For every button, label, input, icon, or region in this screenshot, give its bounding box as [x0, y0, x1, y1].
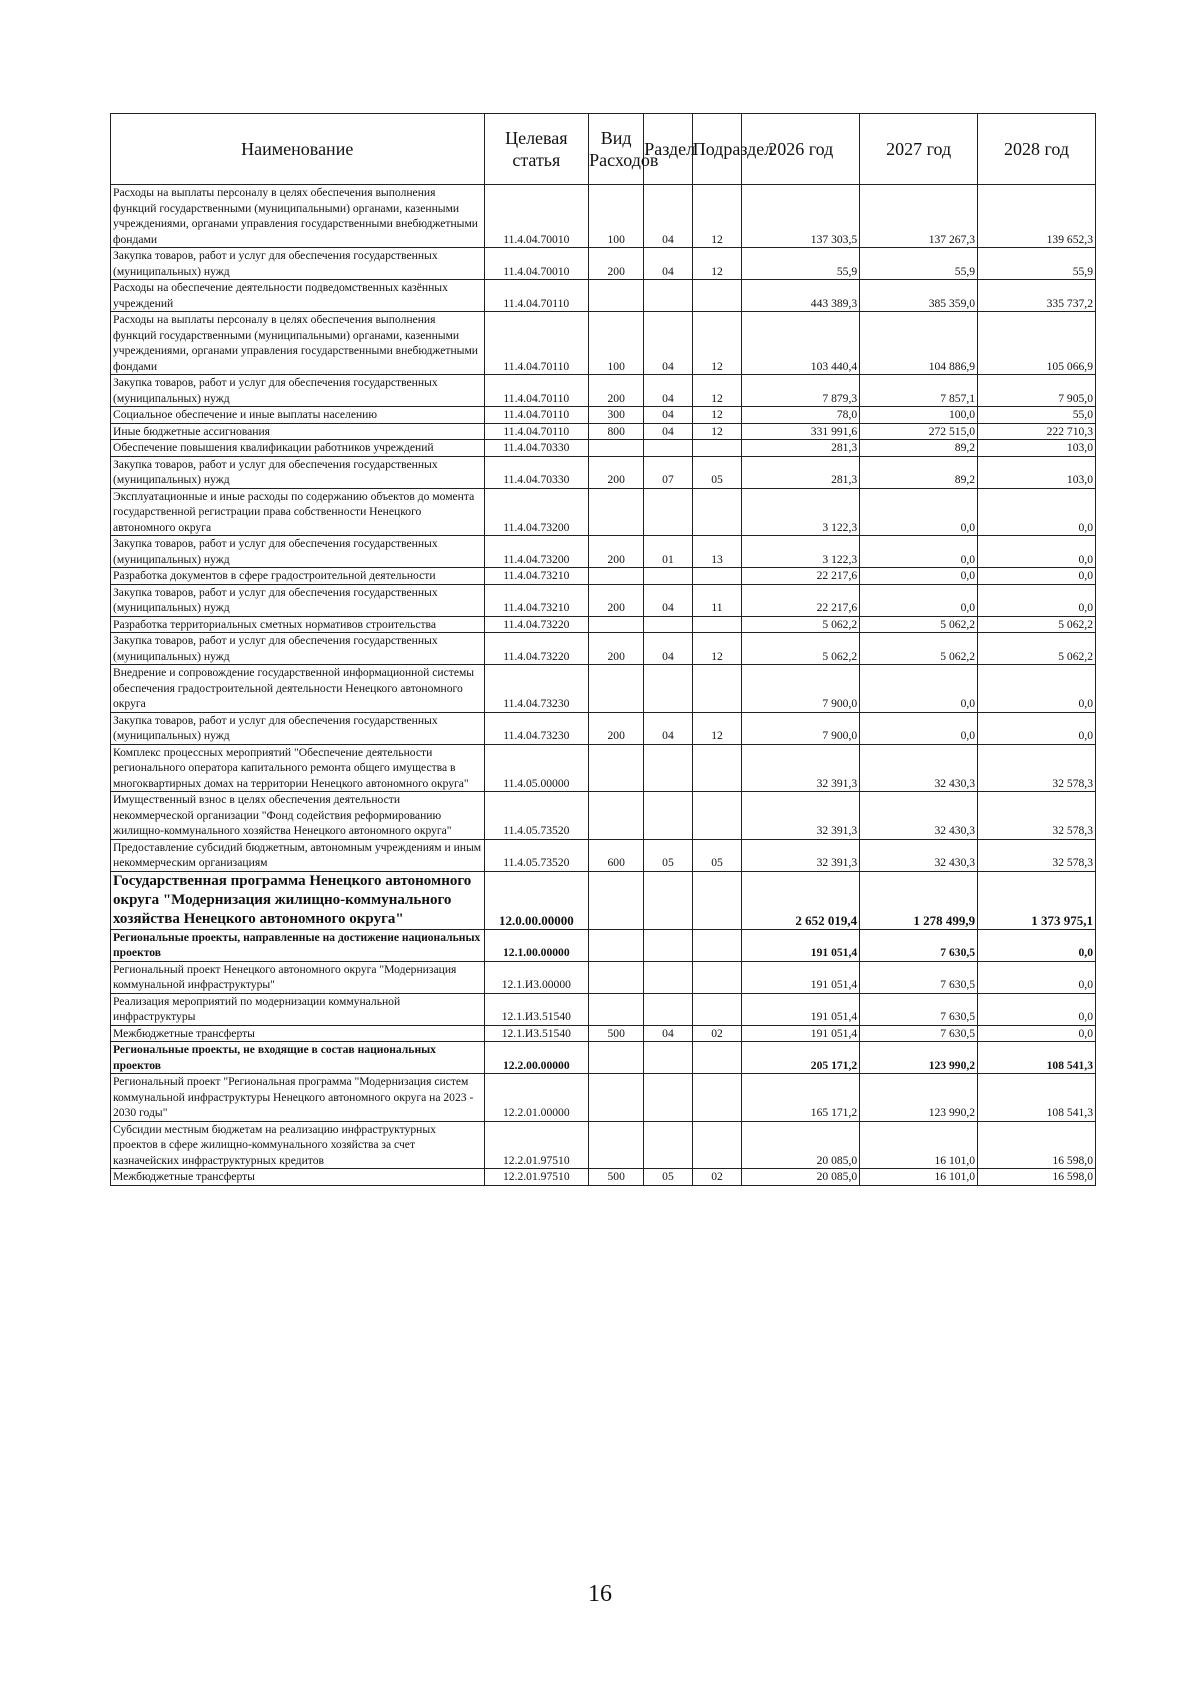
row-expense-type-cell [589, 280, 644, 312]
row-value-2027-cell: 0,0 [860, 712, 978, 744]
row-subsection-cell: 12 [692, 248, 742, 280]
row-name-cell: Межбюджетные трансферты [111, 1169, 485, 1186]
row-target-article-cell: 12.1.00.00000 [484, 929, 589, 961]
row-value-2026-cell: 55,9 [742, 248, 860, 280]
row-value-2026-cell: 32 391,3 [742, 792, 860, 840]
row-expense-type-cell: 200 [589, 248, 644, 280]
row-expense-type-cell [589, 744, 644, 792]
row-expense-type-cell: 200 [589, 712, 644, 744]
page-number: 16 [588, 1581, 612, 1607]
row-section-cell [644, 792, 692, 840]
row-name-cell: Разработка документов в сфере градостроительной деятельности [111, 568, 485, 585]
table-row [111, 665, 1096, 713]
row-name-cell: Закупка товаров, работ и услуг для обеспечения государственных (муниципальных) нужд [111, 375, 485, 407]
table-row [111, 248, 1096, 280]
row-value-2028-cell: 0,0 [978, 993, 1096, 1025]
row-subsection-cell: 02 [692, 1025, 742, 1042]
row-value-2027-cell: 7 630,5 [860, 929, 978, 961]
table-row [111, 280, 1096, 312]
row-value-2026-cell: 3 122,3 [742, 488, 860, 536]
row-section-cell [644, 665, 692, 713]
row-subsection-cell: 05 [692, 456, 742, 488]
row-name-cell: Эксплуатационные и иные расходы по содержанию объектов до момента государственной регистрации права собственности Ненецкого автономного округа [111, 488, 485, 536]
table-row [111, 871, 1096, 929]
row-value-2028-cell: 0,0 [978, 488, 1096, 536]
row-expense-type-cell: 200 [589, 584, 644, 616]
table-row [111, 961, 1096, 993]
row-value-2026-cell: 5 062,2 [742, 616, 860, 633]
row-section-cell: 04 [644, 584, 692, 616]
row-target-article-cell: 12.2.01.00000 [484, 1074, 589, 1122]
row-name-cell: Реализация мероприятий по модернизации коммунальной инфраструктуры [111, 993, 485, 1025]
row-expense-type-cell: 600 [589, 839, 644, 871]
row-value-2027-cell: 32 430,3 [860, 839, 978, 871]
row-value-2028-cell: 1 373 975,1 [978, 871, 1096, 929]
row-value-2026-cell: 191 051,4 [742, 961, 860, 993]
row-target-article-cell: 11.4.05.00000 [484, 744, 589, 792]
table-row [111, 1025, 1096, 1042]
row-name-cell: Региональный проект Ненецкого автономного округа "Модернизация коммунальной инфраструктуры" [111, 961, 485, 993]
table-row [111, 839, 1096, 871]
row-value-2026-cell: 3 122,3 [742, 536, 860, 568]
row-value-2027-cell: 16 101,0 [860, 1169, 978, 1186]
header-target-article: Целевая статья [484, 114, 589, 185]
row-name-cell: Закупка товаров, работ и услуг для обеспечения государственных (муниципальных) нужд [111, 584, 485, 616]
row-subsection-cell: 05 [692, 839, 742, 871]
row-value-2028-cell: 335 737,2 [978, 280, 1096, 312]
row-section-cell [644, 568, 692, 585]
row-value-2026-cell: 32 391,3 [742, 839, 860, 871]
row-target-article-cell: 11.4.04.73220 [484, 633, 589, 665]
row-target-article-cell: 11.4.04.73200 [484, 488, 589, 536]
row-value-2028-cell: 16 598,0 [978, 1121, 1096, 1169]
row-value-2028-cell: 16 598,0 [978, 1169, 1096, 1186]
row-section-cell [644, 929, 692, 961]
row-expense-type-cell [589, 665, 644, 713]
row-name-cell: Расходы на выплаты персоналу в целях обеспечения выполнения функций государственными (муниципальными) органами, казенными учреждениями, органами управления государственными внебюджетными фондами [111, 185, 485, 248]
header-section: Раздел [644, 114, 692, 185]
row-value-2028-cell: 108 541,3 [978, 1074, 1096, 1122]
row-target-article-cell: 11.4.05.73520 [484, 839, 589, 871]
row-value-2027-cell: 5 062,2 [860, 616, 978, 633]
row-value-2027-cell: 7 857,1 [860, 375, 978, 407]
row-value-2027-cell: 5 062,2 [860, 633, 978, 665]
row-value-2028-cell: 55,0 [978, 407, 1096, 424]
row-value-2028-cell: 5 062,2 [978, 633, 1096, 665]
row-target-article-cell: 11.4.04.70330 [484, 456, 589, 488]
row-value-2028-cell: 105 066,9 [978, 312, 1096, 375]
row-expense-type-cell [589, 488, 644, 536]
table-row [111, 1042, 1096, 1074]
row-value-2027-cell: 7 630,5 [860, 961, 978, 993]
row-value-2027-cell: 137 267,3 [860, 185, 978, 248]
table-body [111, 185, 1096, 1186]
row-value-2026-cell: 191 051,4 [742, 1025, 860, 1042]
row-target-article-cell: 12.0.00.00000 [484, 871, 589, 929]
row-target-article-cell: 11.4.04.73230 [484, 712, 589, 744]
row-subsection-cell: 12 [692, 312, 742, 375]
row-value-2026-cell: 7 900,0 [742, 712, 860, 744]
table-row [111, 993, 1096, 1025]
row-subsection-cell [692, 488, 742, 536]
row-target-article-cell: 11.4.04.70110 [484, 423, 589, 440]
row-section-cell [644, 488, 692, 536]
row-name-cell: Закупка товаров, работ и услуг для обеспечения государственных (муниципальных) нужд [111, 712, 485, 744]
row-subsection-cell [692, 440, 742, 457]
row-section-cell: 05 [644, 1169, 692, 1186]
row-subsection-cell [692, 993, 742, 1025]
row-subsection-cell [692, 1121, 742, 1169]
row-value-2026-cell: 22 217,6 [742, 568, 860, 585]
row-target-article-cell: 12.2.01.97510 [484, 1121, 589, 1169]
row-value-2026-cell: 331 991,6 [742, 423, 860, 440]
row-value-2028-cell: 103,0 [978, 440, 1096, 457]
header-name: Наименование [111, 114, 485, 185]
row-expense-type-cell: 200 [589, 536, 644, 568]
row-expense-type-cell: 200 [589, 375, 644, 407]
row-expense-type-cell: 100 [589, 312, 644, 375]
table-row [111, 568, 1096, 585]
row-target-article-cell: 11.4.04.73220 [484, 616, 589, 633]
row-subsection-cell: 12 [692, 633, 742, 665]
row-section-cell [644, 616, 692, 633]
table-row [111, 312, 1096, 375]
row-subsection-cell: 12 [692, 185, 742, 248]
row-expense-type-cell: 800 [589, 423, 644, 440]
row-target-article-cell: 11.4.04.70330 [484, 440, 589, 457]
row-target-article-cell: 12.1.И3.00000 [484, 961, 589, 993]
row-subsection-cell: 12 [692, 712, 742, 744]
row-target-article-cell: 12.1.И3.51540 [484, 993, 589, 1025]
row-value-2028-cell: 32 578,3 [978, 744, 1096, 792]
table-row [111, 375, 1096, 407]
row-value-2028-cell: 0,0 [978, 712, 1096, 744]
row-value-2028-cell: 5 062,2 [978, 616, 1096, 633]
table-row [111, 1074, 1096, 1122]
row-subsection-cell [692, 871, 742, 929]
row-target-article-cell: 11.4.05.73520 [484, 792, 589, 840]
row-target-article-cell: 11.4.04.70110 [484, 375, 589, 407]
row-value-2026-cell: 32 391,3 [742, 744, 860, 792]
row-expense-type-cell [589, 440, 644, 457]
row-subsection-cell: 13 [692, 536, 742, 568]
row-expense-type-cell: 100 [589, 185, 644, 248]
row-target-article-cell: 11.4.04.73200 [484, 536, 589, 568]
row-value-2027-cell: 89,2 [860, 456, 978, 488]
row-value-2027-cell: 385 359,0 [860, 280, 978, 312]
table-row [111, 407, 1096, 424]
table-row [111, 584, 1096, 616]
row-subsection-cell [692, 665, 742, 713]
row-section-cell: 05 [644, 839, 692, 871]
table-row [111, 744, 1096, 792]
row-value-2028-cell: 55,9 [978, 248, 1096, 280]
row-value-2026-cell: 78,0 [742, 407, 860, 424]
row-value-2027-cell: 7 630,5 [860, 993, 978, 1025]
row-expense-type-cell: 500 [589, 1169, 644, 1186]
row-target-article-cell: 11.4.04.70110 [484, 312, 589, 375]
row-subsection-cell: 11 [692, 584, 742, 616]
row-value-2028-cell: 222 710,3 [978, 423, 1096, 440]
row-value-2027-cell: 89,2 [860, 440, 978, 457]
row-name-cell: Закупка товаров, работ и услуг для обеспечения государственных (муниципальных) нужд [111, 633, 485, 665]
row-value-2028-cell: 0,0 [978, 568, 1096, 585]
row-value-2027-cell: 32 430,3 [860, 792, 978, 840]
row-value-2026-cell: 5 062,2 [742, 633, 860, 665]
row-value-2027-cell: 16 101,0 [860, 1121, 978, 1169]
row-target-article-cell: 11.4.04.73230 [484, 665, 589, 713]
row-value-2027-cell: 32 430,3 [860, 744, 978, 792]
row-name-cell: Региональный проект "Региональная программа "Модернизация систем коммунальной инфраструктуры Ненецкого автономного округа на 2023 - 2030 годы" [111, 1074, 485, 1122]
row-value-2028-cell: 0,0 [978, 1025, 1096, 1042]
row-expense-type-cell: 500 [589, 1025, 644, 1042]
row-expense-type-cell [589, 1042, 644, 1074]
row-name-cell: Субсидии местным бюджетам на реализацию инфраструктурных проектов в сфере жилищно-коммунального хозяйства за счет казначейских инфраструктурных кредитов [111, 1121, 485, 1169]
row-value-2026-cell: 22 217,6 [742, 584, 860, 616]
row-target-article-cell: 11.4.04.70010 [484, 248, 589, 280]
row-section-cell: 04 [644, 375, 692, 407]
table-row [111, 536, 1096, 568]
row-target-article-cell: 11.4.04.73210 [484, 584, 589, 616]
row-value-2027-cell: 100,0 [860, 407, 978, 424]
row-value-2027-cell: 7 630,5 [860, 1025, 978, 1042]
row-value-2028-cell: 0,0 [978, 961, 1096, 993]
row-section-cell [644, 744, 692, 792]
header-year-2028: 2028 год [978, 114, 1096, 185]
row-value-2028-cell: 0,0 [978, 929, 1096, 961]
row-name-cell: Региональные проекты, не входящие в состав национальных проектов [111, 1042, 485, 1074]
row-expense-type-cell: 300 [589, 407, 644, 424]
row-section-cell [644, 1074, 692, 1122]
row-value-2027-cell: 272 515,0 [860, 423, 978, 440]
row-name-cell: Государственная программа Ненецкого автономного округа "Модернизация жилищно-коммунального хозяйства Ненецкого автономного округа" [111, 871, 485, 929]
row-expense-type-cell [589, 1074, 644, 1122]
table-row [111, 488, 1096, 536]
row-value-2026-cell: 103 440,4 [742, 312, 860, 375]
header-subsection: Подраздел [692, 114, 742, 185]
row-expense-type-cell [589, 616, 644, 633]
budget-document [110, 113, 1096, 1186]
row-value-2026-cell: 7 879,3 [742, 375, 860, 407]
row-section-cell: 04 [644, 423, 692, 440]
table-row [111, 456, 1096, 488]
row-subsection-cell [692, 1042, 742, 1074]
row-section-cell: 04 [644, 407, 692, 424]
row-section-cell [644, 961, 692, 993]
row-expense-type-cell [589, 1121, 644, 1169]
row-subsection-cell: 02 [692, 1169, 742, 1186]
row-value-2026-cell: 191 051,4 [742, 993, 860, 1025]
row-subsection-cell [692, 792, 742, 840]
table-row [111, 792, 1096, 840]
row-section-cell: 04 [644, 248, 692, 280]
row-section-cell [644, 1042, 692, 1074]
row-section-cell: 07 [644, 456, 692, 488]
row-value-2028-cell: 0,0 [978, 584, 1096, 616]
row-section-cell: 04 [644, 312, 692, 375]
row-name-cell: Предоставление субсидий бюджетным, автономным учреждениям и иным некоммерческим организациям [111, 839, 485, 871]
table-row [111, 1121, 1096, 1169]
row-name-cell: Региональные проекты, направленные на достижение национальных проектов [111, 929, 485, 961]
row-expense-type-cell: 200 [589, 456, 644, 488]
table-row [111, 929, 1096, 961]
row-value-2026-cell: 165 171,2 [742, 1074, 860, 1122]
row-value-2026-cell: 2 652 019,4 [742, 871, 860, 929]
row-expense-type-cell: 200 [589, 633, 644, 665]
row-value-2028-cell: 103,0 [978, 456, 1096, 488]
row-subsection-cell [692, 1074, 742, 1122]
row-expense-type-cell [589, 792, 644, 840]
row-section-cell: 04 [644, 633, 692, 665]
row-value-2027-cell: 123 990,2 [860, 1042, 978, 1074]
row-value-2027-cell: 123 990,2 [860, 1074, 978, 1122]
row-name-cell: Расходы на выплаты персоналу в целях обеспечения выполнения функций государственными (муниципальными) органами, казенными учреждениями, органами управления государственными внебюджетными фондами [111, 312, 485, 375]
row-name-cell: Комплекс процессных мероприятий "Обеспечение деятельности регионального оператора капитального ремонта общего имущества в многоквартирных домах на территории Ненецкого автономного округа" [111, 744, 485, 792]
table-row [111, 712, 1096, 744]
row-section-cell: 01 [644, 536, 692, 568]
row-value-2028-cell: 0,0 [978, 665, 1096, 713]
row-name-cell: Закупка товаров, работ и услуг для обеспечения государственных (муниципальных) нужд [111, 456, 485, 488]
table-header-row [111, 114, 1096, 185]
row-section-cell [644, 871, 692, 929]
row-value-2028-cell: 7 905,0 [978, 375, 1096, 407]
row-target-article-cell: 11.4.04.73210 [484, 568, 589, 585]
row-section-cell [644, 993, 692, 1025]
row-name-cell: Обеспечение повышения квалификации работников учреждений [111, 440, 485, 457]
row-value-2028-cell: 139 652,3 [978, 185, 1096, 248]
row-value-2026-cell: 20 085,0 [742, 1169, 860, 1186]
row-name-cell: Закупка товаров, работ и услуг для обеспечения государственных (муниципальных) нужд [111, 536, 485, 568]
row-value-2026-cell: 443 389,3 [742, 280, 860, 312]
table-row [111, 616, 1096, 633]
row-section-cell [644, 1121, 692, 1169]
header-expense-type: Вид Расходов [589, 114, 644, 185]
row-value-2026-cell: 137 303,5 [742, 185, 860, 248]
row-value-2026-cell: 191 051,4 [742, 929, 860, 961]
row-value-2028-cell: 32 578,3 [978, 839, 1096, 871]
table-row [111, 185, 1096, 248]
row-section-cell [644, 440, 692, 457]
row-subsection-cell: 12 [692, 375, 742, 407]
row-subsection-cell [692, 568, 742, 585]
row-name-cell: Имущественный взнос в целях обеспечения деятельности некоммерческой организации "Фонд содействия реформированию жилищно-коммунального хозяйства Ненецкого автономного округа" [111, 792, 485, 840]
row-value-2027-cell: 55,9 [860, 248, 978, 280]
row-name-cell: Разработка территориальных сметных нормативов строительства [111, 616, 485, 633]
row-subsection-cell [692, 616, 742, 633]
row-subsection-cell [692, 280, 742, 312]
row-subsection-cell [692, 744, 742, 792]
row-value-2026-cell: 20 085,0 [742, 1121, 860, 1169]
row-value-2027-cell: 104 886,9 [860, 312, 978, 375]
row-expense-type-cell [589, 568, 644, 585]
row-section-cell: 04 [644, 712, 692, 744]
row-value-2026-cell: 281,3 [742, 440, 860, 457]
row-value-2028-cell: 0,0 [978, 536, 1096, 568]
row-value-2027-cell: 0,0 [860, 665, 978, 713]
row-subsection-cell [692, 929, 742, 961]
table-row [111, 440, 1096, 457]
header-year-2027: 2027 год [860, 114, 978, 185]
row-subsection-cell: 12 [692, 407, 742, 424]
row-name-cell: Расходы на обеспечение деятельности подведомственных казённых учреждений [111, 280, 485, 312]
row-target-article-cell: 11.4.04.70110 [484, 280, 589, 312]
row-target-article-cell: 11.4.04.70110 [484, 407, 589, 424]
table-row [111, 1169, 1096, 1186]
row-section-cell [644, 280, 692, 312]
row-value-2026-cell: 205 171,2 [742, 1042, 860, 1074]
row-name-cell: Внедрение и сопровождение государственной информационной системы обеспечения градостроительной деятельности Ненецкого автономного округа [111, 665, 485, 713]
row-value-2028-cell: 32 578,3 [978, 792, 1096, 840]
row-subsection-cell [692, 961, 742, 993]
table-row [111, 423, 1096, 440]
row-name-cell: Социальное обеспечение и иные выплаты населению [111, 407, 485, 424]
row-value-2027-cell: 0,0 [860, 568, 978, 585]
table-row [111, 633, 1096, 665]
row-target-article-cell: 11.4.04.70010 [484, 185, 589, 248]
row-section-cell: 04 [644, 1025, 692, 1042]
row-value-2026-cell: 281,3 [742, 456, 860, 488]
row-value-2026-cell: 7 900,0 [742, 665, 860, 713]
row-value-2027-cell: 1 278 499,9 [860, 871, 978, 929]
row-name-cell: Межбюджетные трансферты [111, 1025, 485, 1042]
row-value-2027-cell: 0,0 [860, 488, 978, 536]
row-target-article-cell: 12.1.И3.51540 [484, 1025, 589, 1042]
row-value-2028-cell: 108 541,3 [978, 1042, 1096, 1074]
row-name-cell: Иные бюджетные ассигнования [111, 423, 485, 440]
row-expense-type-cell [589, 993, 644, 1025]
row-subsection-cell: 12 [692, 423, 742, 440]
row-target-article-cell: 12.2.01.97510 [484, 1169, 589, 1186]
row-value-2027-cell: 0,0 [860, 584, 978, 616]
row-target-article-cell: 12.2.00.00000 [484, 1042, 589, 1074]
row-value-2027-cell: 0,0 [860, 536, 978, 568]
budget-table [110, 113, 1096, 1186]
row-name-cell: Закупка товаров, работ и услуг для обеспечения государственных (муниципальных) нужд [111, 248, 485, 280]
row-section-cell: 04 [644, 185, 692, 248]
row-expense-type-cell [589, 961, 644, 993]
header-year-2026: 2026 год [742, 114, 860, 185]
row-expense-type-cell [589, 871, 644, 929]
row-expense-type-cell [589, 929, 644, 961]
